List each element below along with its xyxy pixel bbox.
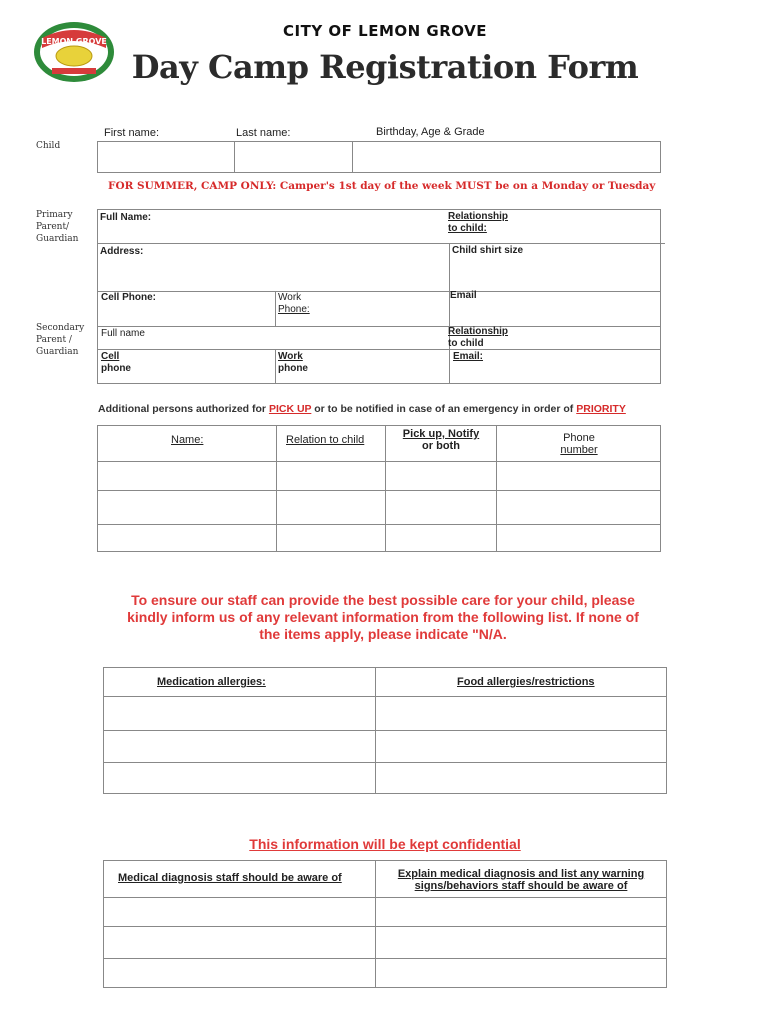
secondary-cell-label: Cell phone xyxy=(101,351,131,374)
divider xyxy=(496,425,497,552)
secondary-guardian-label: Secondary Parent / Guardian xyxy=(36,323,85,357)
child-section-label: Child xyxy=(36,141,61,151)
divider xyxy=(449,243,450,327)
primary-relationship-label: Relationship to child: xyxy=(448,211,509,234)
first-name-label: First name: xyxy=(104,127,160,139)
last-name-input[interactable] xyxy=(236,143,354,173)
primary-shirt-size-label: Child shirt size xyxy=(452,245,524,256)
col-phone-header: Phone number xyxy=(560,432,598,456)
authorized-intro: Additional persons authorized for PICK UP or to be notified in case of an emergency in order of PRIORITY xyxy=(98,403,626,415)
secondary-email-label: Email: xyxy=(453,351,484,362)
city-name: CITY OF LEMON GROVE xyxy=(283,22,487,40)
medical-diagnosis-header: Medical diagnosis staff should be aware of xyxy=(118,872,342,884)
last-name-label: Last name: xyxy=(236,127,291,139)
divider xyxy=(375,860,376,988)
divider xyxy=(97,349,661,350)
birthday-input[interactable] xyxy=(354,143,663,173)
primary-address-label: Address: xyxy=(100,246,144,257)
divider xyxy=(97,291,661,292)
primary-guardian-box xyxy=(97,209,661,327)
divider xyxy=(97,524,661,525)
divider xyxy=(275,349,276,384)
secondary-work-label: Work phone xyxy=(278,351,308,374)
divider xyxy=(97,490,661,491)
care-instructions: To ensure our staff can provide the best possible care for your child, please kindly inform us of any relevant information from the following list. If none of the items apply, please indicate "N/A. xyxy=(127,592,639,642)
divider xyxy=(275,291,276,327)
primary-cell-label: Cell Phone: xyxy=(101,292,157,303)
col-relation-header: Relation to child xyxy=(286,434,365,446)
secondary-relationship-label: Relationship to child xyxy=(448,326,509,349)
divider xyxy=(103,926,667,927)
medication-allergies-header: Medication allergies: xyxy=(157,676,266,688)
camp-day-notice: FOR SUMMER, CAMP ONLY: Camper's 1st day of the week MUST be on a Monday or Tuesday xyxy=(108,180,656,192)
logo-text: LEMON GROVE xyxy=(41,37,107,46)
col-name-header: Name: xyxy=(171,434,204,446)
divider xyxy=(103,696,667,697)
page-title: Day Camp Registration Form xyxy=(131,48,639,86)
divider xyxy=(276,425,277,552)
first-name-input[interactable] xyxy=(99,143,235,173)
primary-email-label: Email xyxy=(450,290,477,301)
divider xyxy=(97,461,661,462)
divider xyxy=(375,667,376,794)
primary-guardian-label: Primary Parent/ Guardian xyxy=(36,210,79,244)
food-allergies-header: Food allergies/restrictions xyxy=(457,676,595,688)
divider xyxy=(97,243,665,244)
secondary-guardian-box xyxy=(97,327,661,384)
divider xyxy=(103,958,667,959)
divider xyxy=(103,897,667,898)
secondary-full-name-label: Full name xyxy=(101,328,145,339)
medical-explain-header: Explain medical diagnosis and list any warning signs/behaviors staff should be aware of xyxy=(397,868,645,892)
divider xyxy=(385,425,386,552)
divider xyxy=(103,730,667,731)
birthday-label: Birthday, Age & Grade xyxy=(376,126,485,138)
confidential-notice: This information will be kept confidential xyxy=(249,836,521,852)
primary-full-name-label: Full Name: xyxy=(100,212,152,223)
primary-work-phone-label: Work Phone: xyxy=(278,292,310,315)
col-pickup-header: Pick up, Notify or both xyxy=(402,428,480,452)
divider xyxy=(103,762,667,763)
